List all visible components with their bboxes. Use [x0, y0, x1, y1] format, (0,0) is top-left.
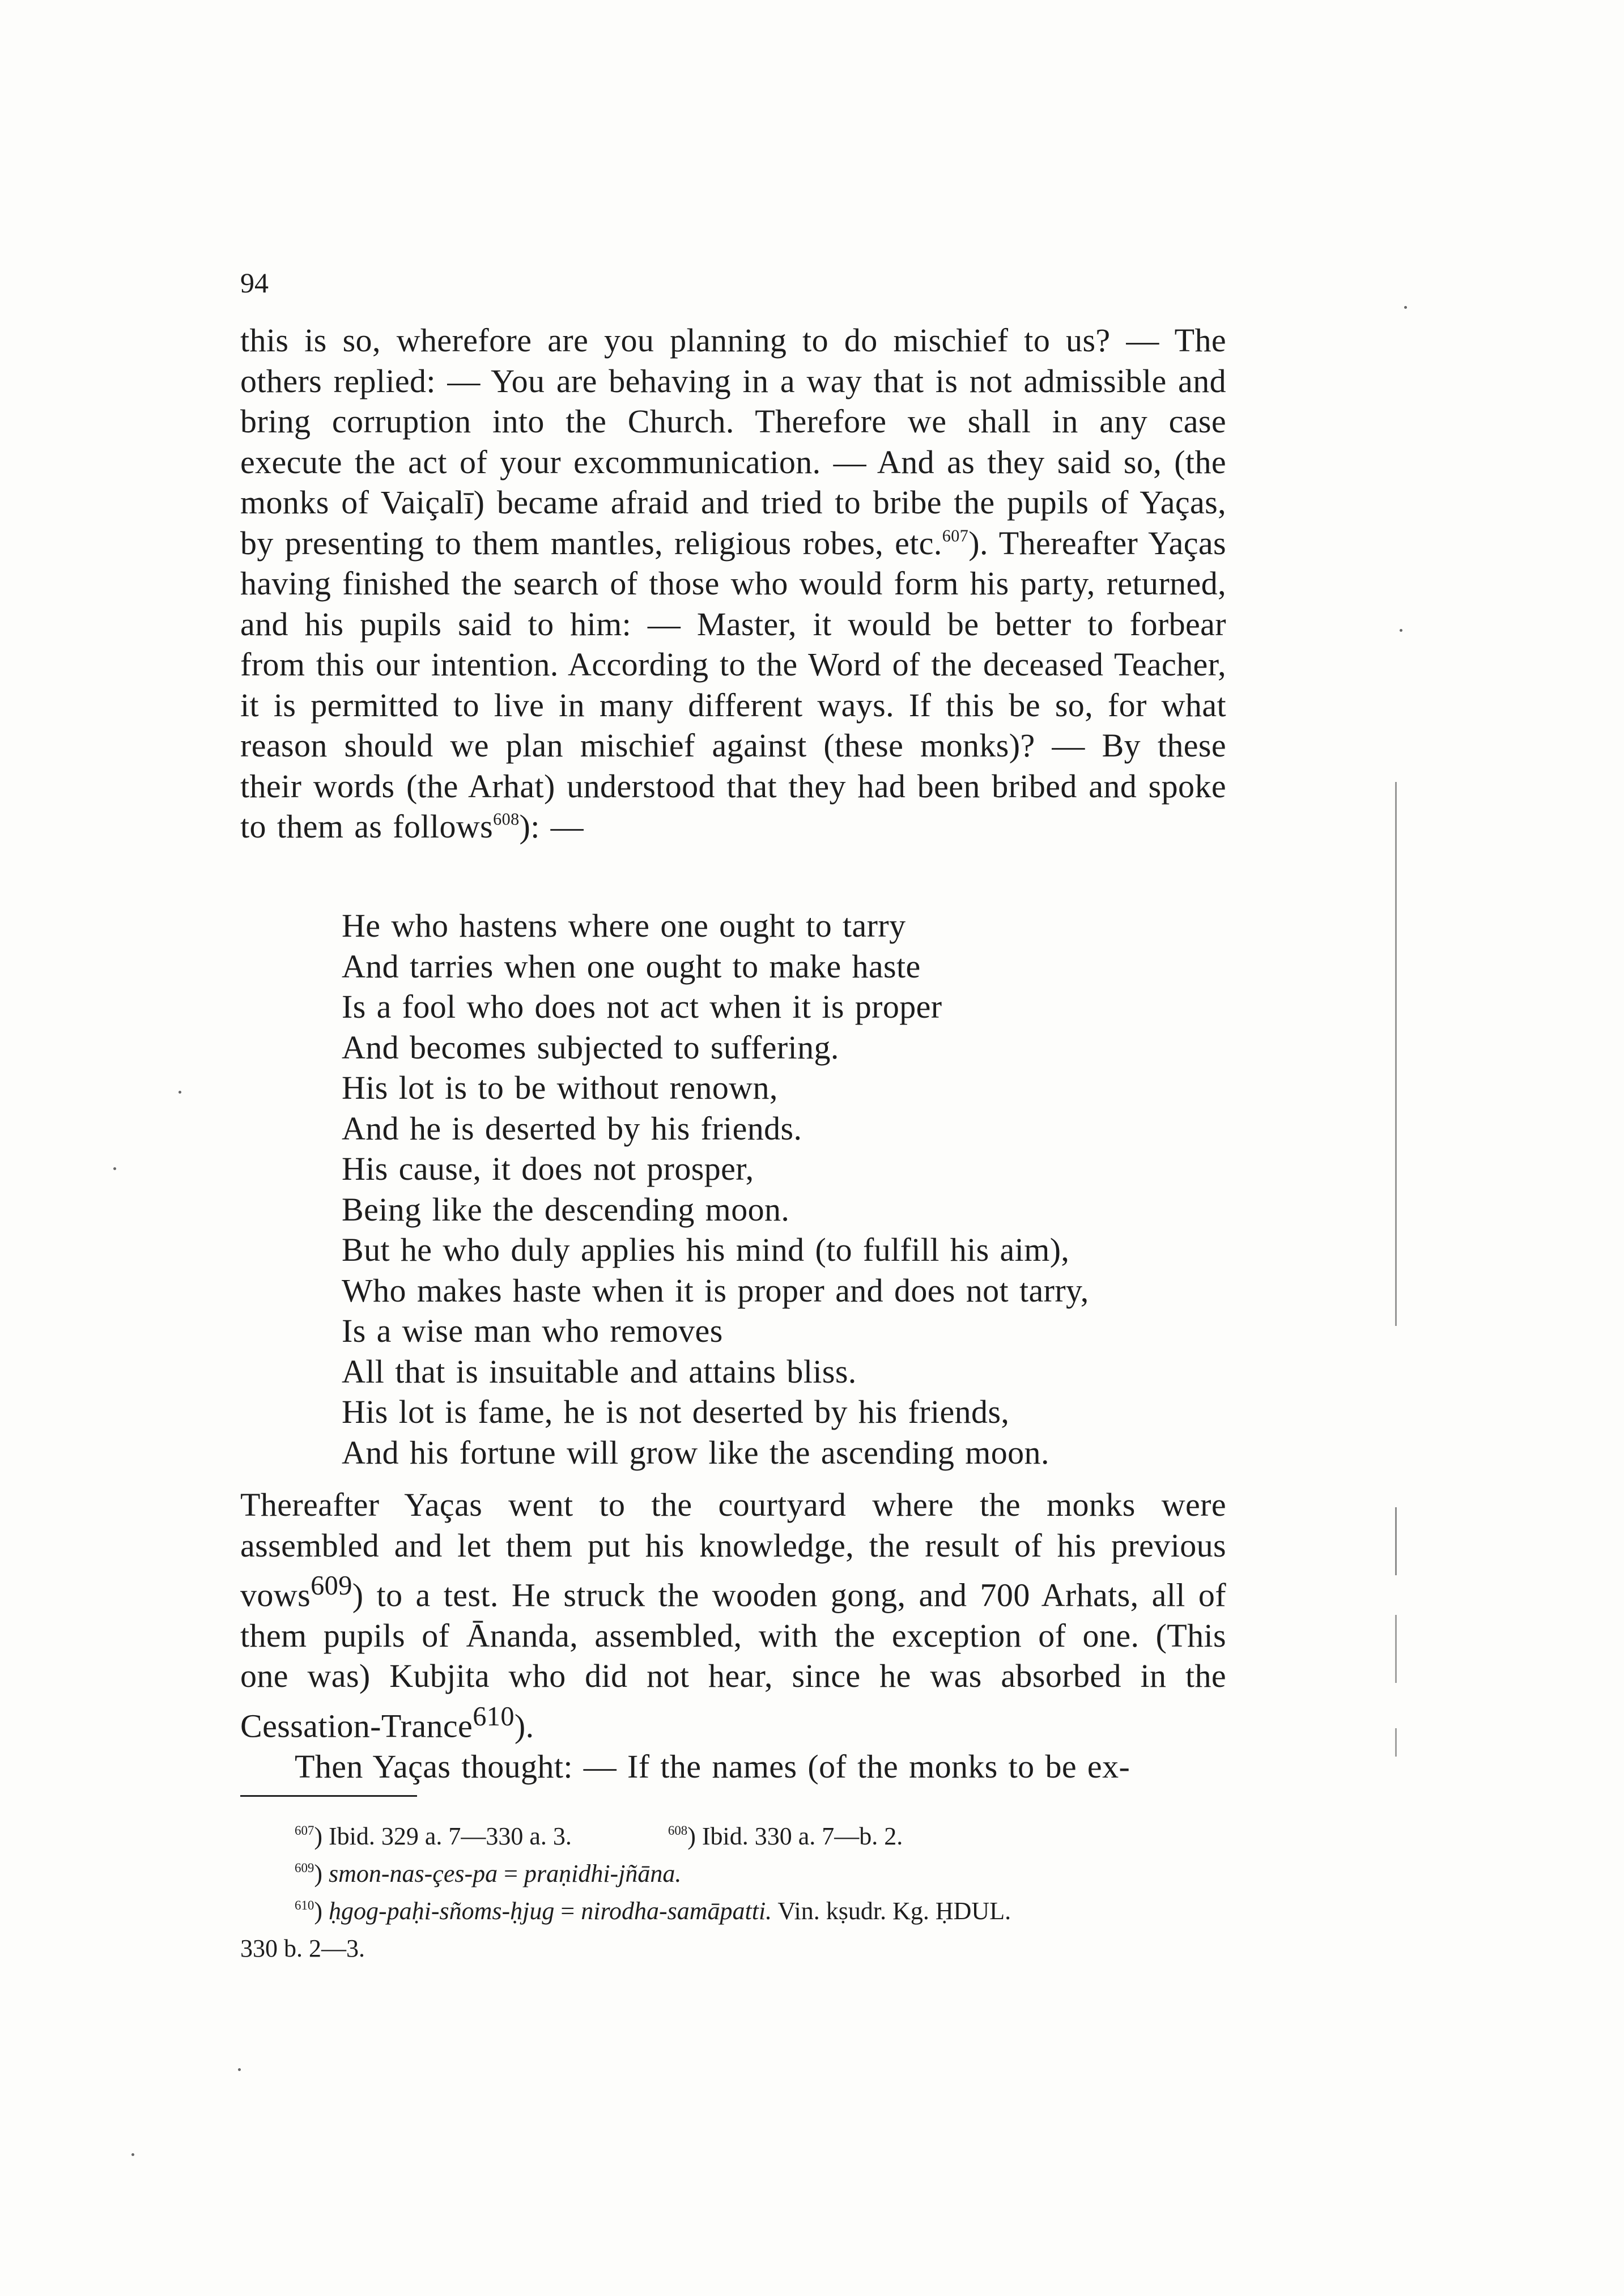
paragraph-1-text: this is so, wherefore are you planning to do mischief to us? — The others replied: — You are behaving in a way that is not admissible and bring corruption into the Church. Therefore we shall in any case execute the act of your excommunication. — And as they said so, (the monks of Vaiçalī) became afraid and tried to bribe the pupils of Yaças, by presenting to them mantles, religious robes, etc.	[240, 322, 1226, 562]
footnote-ref-608[interactable]: 608	[493, 809, 520, 829]
verse-line: And he is deserted by his friends.	[342, 1109, 802, 1147]
footnote-610: $^{610}$) ḥgog-paḥi-sñoms-ḥjug = nirodha-samāpatti. Vin. kṣudr. Kg. ḤDUL.	[295, 1897, 1011, 1925]
tibetan-term: ḥgog-paḥi-sñoms-ḥjug	[328, 1897, 555, 1925]
footnote-607-608	[240, 1818, 1249, 1855]
footnote-text: ) Ibid. 329 a. 7—330 a. 3.	[314, 1822, 572, 1850]
paragraph-1-text-2: ). Thereafter Yaças having finished the search of those who would form his party, returned, and his pupils said to him: — Master, it would be better to forbear from this our intention. According to the Word of the deceased Teacher, it is permitted to live in many different ways. If this be so, for what reason should we plan mischief against (these monks)? — By these their words (the Arhat) understood that they had been bribed and spoke to them as follows	[240, 524, 1226, 845]
scan-speck	[1400, 629, 1402, 632]
verse-line: His cause, it does not prosper,	[342, 1150, 754, 1187]
footnotes	[240, 1818, 1249, 1967]
paragraph-2-text-3: ).	[514, 1707, 534, 1745]
footnote-reference: Vin. kṣudr. Kg. ḤDUL.	[772, 1897, 1011, 1925]
sanskrit-term: praṇidhi-jñāna.	[524, 1860, 682, 1887]
equals-sign: =	[498, 1860, 524, 1887]
footnote-mark: 607	[295, 1823, 314, 1838]
paragraph-3: Then Yaças thought: — If the names (of the monks to be ex-	[295, 1747, 1130, 1785]
verse-line: And tarries when one ought to make haste	[342, 947, 921, 985]
footnote-609: $^{609}$) smon-nas-çes-pa = praṇidhi-jñāna.	[295, 1860, 682, 1887]
verse-line: But he who duly applies his mind (to fulfill his aim),	[342, 1231, 1070, 1268]
verse-line: Is a fool who does not act when it is proper	[342, 988, 942, 1025]
verse-line: He who hastens where one ought to tarry	[342, 907, 906, 944]
scan-speck	[1404, 306, 1407, 309]
footnote-mark: 610	[295, 1898, 314, 1912]
paragraph-2	[240, 1485, 1226, 1787]
scan-margin-mark	[1395, 1507, 1397, 1575]
scan-speck	[113, 1167, 116, 1170]
footnote-ref-607[interactable]: 607	[942, 525, 969, 545]
verse-line: And becomes subjected to suffering.	[342, 1028, 839, 1066]
verse-block	[342, 905, 1248, 1473]
paragraph-1	[240, 320, 1226, 847]
verse-line: And his fortune will grow like the ascending moon.	[342, 1434, 1049, 1471]
footnote-divider	[240, 1795, 417, 1797]
scan-speck	[238, 2068, 241, 2071]
paragraph-2-text: Thereafter Yaças went to the courtyard where the monks were assembled and let them put his knowledge, the result of his previous vows	[240, 1486, 1226, 1614]
paragraph-1-text-3: ): —	[519, 808, 584, 845]
footnote-ref-609[interactable]: 609	[311, 1571, 352, 1601]
verse-line: His lot is to be without renown,	[342, 1069, 778, 1106]
scan-margin-mark	[1395, 1615, 1397, 1683]
tibetan-term: smon-nas-çes-pa	[328, 1860, 498, 1887]
scan-speck	[178, 1091, 181, 1094]
footnote-mark: 609	[295, 1860, 314, 1875]
verse-line: All that is insuitable and attains bliss.	[342, 1353, 857, 1390]
verse-line: Who makes haste when it is proper and does not tarry,	[342, 1272, 1089, 1309]
footnote-610-continuation: 330 b. 2—3.	[240, 1934, 365, 1962]
verse-line: Being like the descending moon.	[342, 1190, 790, 1228]
verse-line: His lot is fame, he is not deserted by his friends,	[342, 1393, 1010, 1430]
footnote-text: ) Ibid. 330 a. 7—b. 2.	[687, 1822, 903, 1850]
paragraph-2-text-2: ) to a test. He struck the wooden gong, and 700 Arhats, all of them pupils of Ānanda, assembled, with the exception of one. (This one was) Kubjita who did not hear, since he was absorbed in the Cessation-Trance	[240, 1576, 1226, 1745]
scan-speck	[131, 2153, 134, 2156]
sanskrit-term: nirodha-samāpatti.	[581, 1897, 772, 1925]
verse-line: Is a wise man who removes	[342, 1312, 723, 1349]
scan-margin-mark	[1395, 782, 1397, 1326]
scan-margin-mark	[1395, 1728, 1397, 1757]
footnote-mark: 608	[668, 1823, 688, 1838]
page-number: 94	[240, 267, 269, 299]
equals-sign: =	[554, 1897, 581, 1925]
footnote-ref-610[interactable]: 610	[473, 1701, 515, 1732]
